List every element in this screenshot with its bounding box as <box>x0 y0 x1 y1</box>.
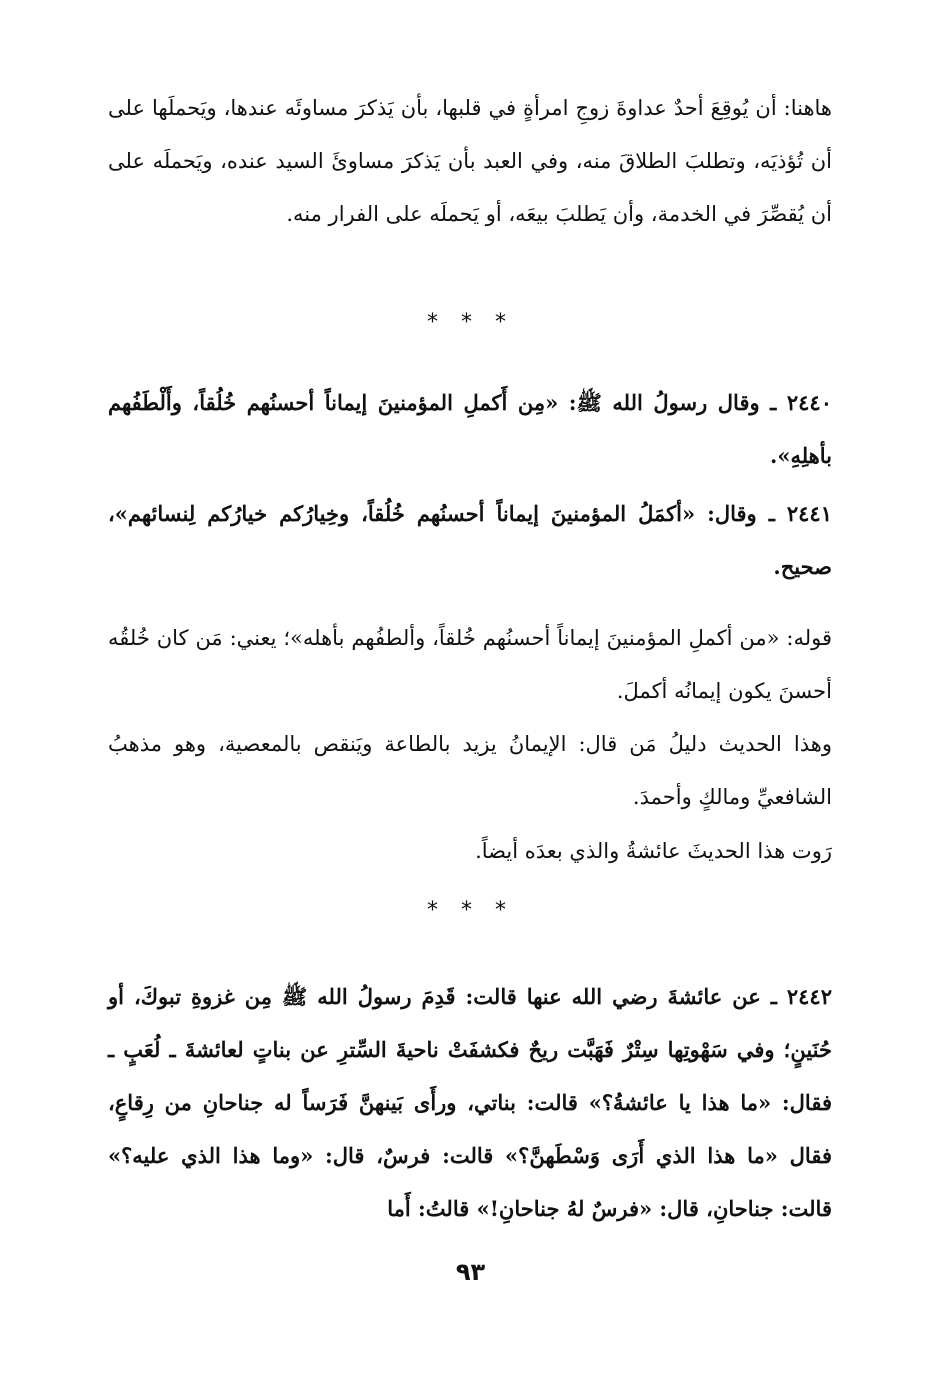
hadith-2440: ٢٤٤٠ ـ وقال رسولُ الله ﷺ: «مِن أَكملِ المؤمنينَ إيماناً أحسنُهم خُلُقاً، وأَلْطَفُهم بأهلِهِ». <box>108 390 832 468</box>
paragraph-iman-evidence: وهذا الحديث دليلُ مَن قال: الإيمانُ يزيد بالطاعة ويَنقص بالمعصية، وهو مذهبُ الشافعيِّ ومالكٍ وأحمدَ. <box>108 732 832 809</box>
paragraph-commentary-continued: هاهنا: أن يُوقِعَ أحدٌ عداوةَ زوجِ امرأةٍ في قلبها، بأن يَذكرَ مساوئَه عندها، ويَحملَها على أن تُؤذيَه، وتطلبَ الطلاقَ منه، وفي العبد بأن يَذكرَ مساوئَ السيد عنده، ويَحملَه على أن يُقصِّرَ في الخدمة، وأن يَطلبَ بيعَه، أو يَحملَه على الفرار منه. <box>108 96 832 226</box>
section-separator: * * * <box>427 310 514 335</box>
section-separator: * * * <box>427 898 514 923</box>
hadith-2441: ٢٤٤١ ـ وقال: «أكمَلُ المؤمنينَ إيماناً أحسنُهم خُلُقاً، وخِيارُكم خيارُكم لِنسائهم»، صحيح. <box>108 501 832 579</box>
paragraph-explanation: قوله: «من أكملِ المؤمنينَ إيماناً أحسنُهم خُلقاً، وألطفُهم بأهله»؛ يعني: مَن كان خُلقُه أحسنَ يكون إيمانُه أكملَ. <box>108 626 832 703</box>
paragraph-narration-note: رَوت هذا الحديثَ عائشةُ والذي بعدَه أيضاً. <box>475 839 832 863</box>
page-number: ٩٣ <box>455 1258 486 1286</box>
hadith-2442: ٢٤٤٢ ـ عن عائشةَ رضي الله عنها قالت: قَدِمَ رسولُ الله ﷺ مِن غزوةِ تبوكَ، أو حُنَينٍ؛ وفي سَهْوتِها سِتْرٌ فَهَبَّت ريحٌ فكشفَتْ ناحيةَ السِّترِ عن بناتٍ لعائشةَ ـ لُعَبٍ ـ فقال: «ما هذا يا عائشةُ؟» قالت: بناتي، ورأَى بَينهنَّ فَرَساً له جناحانِ من رِقاعٍ، فقال «ما هذا الذي أَرَى وَسْطَهنَّ؟» قالت: فرسٌ، قال: «وما هذا الذي عليه؟» قالت: جناحانِ، قال: «فرسٌ لهُ جناحانِ!» قالتُ: أَما <box>108 984 832 1221</box>
